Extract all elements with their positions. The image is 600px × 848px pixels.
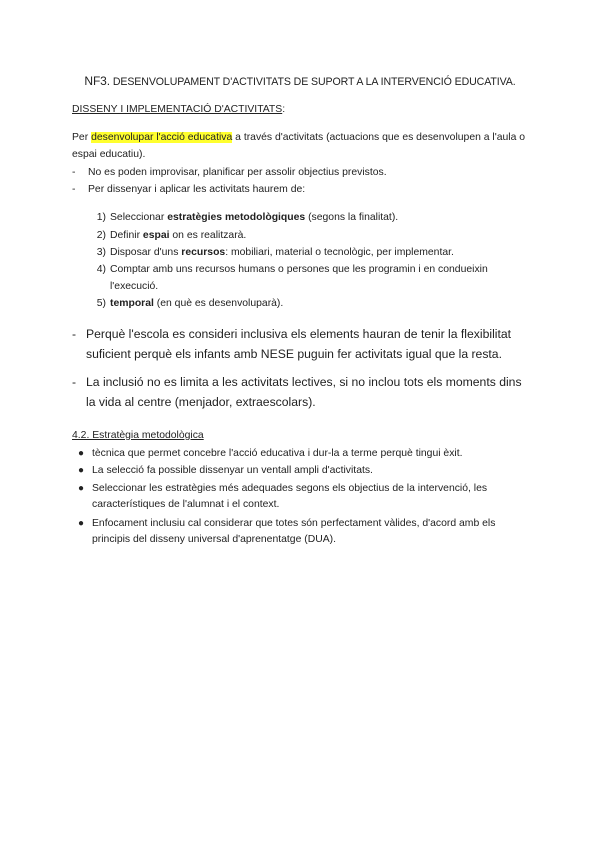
intro-before: Per	[72, 132, 92, 143]
item-text-post: on es realitzarà.	[169, 230, 247, 241]
item-number: 3)	[96, 247, 106, 258]
item-text-post: (segons la finalitat).	[305, 212, 399, 223]
item-text-post: : mobiliari, material o tecnològic, per implementar.	[225, 247, 454, 258]
item-number: 1)	[96, 212, 106, 223]
item-text-bold: recursos	[181, 247, 226, 258]
item-text-post: (en què es desenvoluparà).	[153, 298, 284, 309]
dash-item-text: Per dissenyar i aplicar les activitats haurem de:	[88, 184, 306, 195]
item-number: 2)	[96, 230, 106, 241]
intro-highlight: desenvolupar l'acció educativa	[91, 132, 233, 143]
item-text-bold: temporal	[110, 298, 154, 309]
inclusion-text-2: La inclusió no es limita a les activitats lectives, si no inclou tots els moments dins la vida al centre (menjador, extraescolars).	[86, 375, 522, 409]
item-text-pre: Disposar d'uns	[110, 247, 182, 258]
document-title	[0, 74, 600, 88]
bullet-text: La selecció fa possible dissenyar un ventall ampli d'activitats.	[92, 465, 373, 476]
section1-heading	[72, 104, 285, 115]
bullet-marker: ●	[78, 518, 85, 529]
section1-heading-colon: :	[282, 104, 286, 115]
dash-marker: -	[72, 375, 77, 389]
intro-after: a través d'activitats (actuacions que es desenvolupen a l'aula o espai educatiu).	[72, 132, 526, 160]
bullet-text: Seleccionar les estratègies més adequades segons els objectius de la intervenció, les característiques de l'alumnat i el context.	[92, 483, 488, 510]
title-text: DESENVOLUPAMENT D'ACTIVITATS DE SUPORT A LA INTERVENCIÓ EDUCATIVA.	[109, 76, 516, 88]
item-text-pre: Definir	[110, 230, 143, 241]
item-text	[110, 228, 530, 245]
item-text	[110, 210, 530, 227]
item-text-pre: Seleccionar	[110, 212, 168, 223]
bullet-text: Enfocament inclusiu cal considerar que totes són perfectament vàlides, d'acord amb els principis del disseny universal d'aprenentatge (DUA).	[92, 518, 496, 545]
item-number: 5)	[96, 298, 106, 309]
item-text-bold: estratègies metodològiques	[167, 212, 306, 223]
section2-heading: 4.2. Estratègia metodològica	[72, 430, 204, 441]
bullet-text: tècnica que permet concebre l'acció educativa i dur-la a terme perquè tingui èxit.	[92, 448, 463, 459]
item-text-pre: Comptar amb uns recursos humans o persones que les programin i en condueixin l'execució.	[110, 264, 488, 292]
bullet-marker: ●	[78, 483, 85, 494]
dash-marker: -	[72, 167, 76, 178]
dash-marker: -	[72, 327, 77, 341]
dash-marker: -	[72, 184, 76, 195]
title-prefix: NF3.	[84, 74, 110, 88]
dash-item-text: No es poden improvisar, planificar per assolir objectius previstos.	[88, 167, 387, 178]
bullet-marker: ●	[78, 465, 85, 476]
intro-paragraph	[72, 129, 532, 163]
item-number: 4)	[96, 264, 106, 275]
bullet-marker: ●	[78, 448, 85, 459]
item-text	[110, 296, 530, 313]
item-text-bold: espai	[142, 230, 170, 241]
item-text	[110, 262, 530, 295]
section1-heading-text: DISSENY I IMPLEMENTACIÓ D'ACTIVITATS	[72, 104, 283, 115]
inclusion-text-1: Perquè l'escola es consideri inclusiva els elements hauran de tenir la flexibilitat suficient perquè els infants amb NESE puguin fer activitats igual que la resta.	[86, 327, 512, 361]
item-text	[110, 245, 530, 262]
